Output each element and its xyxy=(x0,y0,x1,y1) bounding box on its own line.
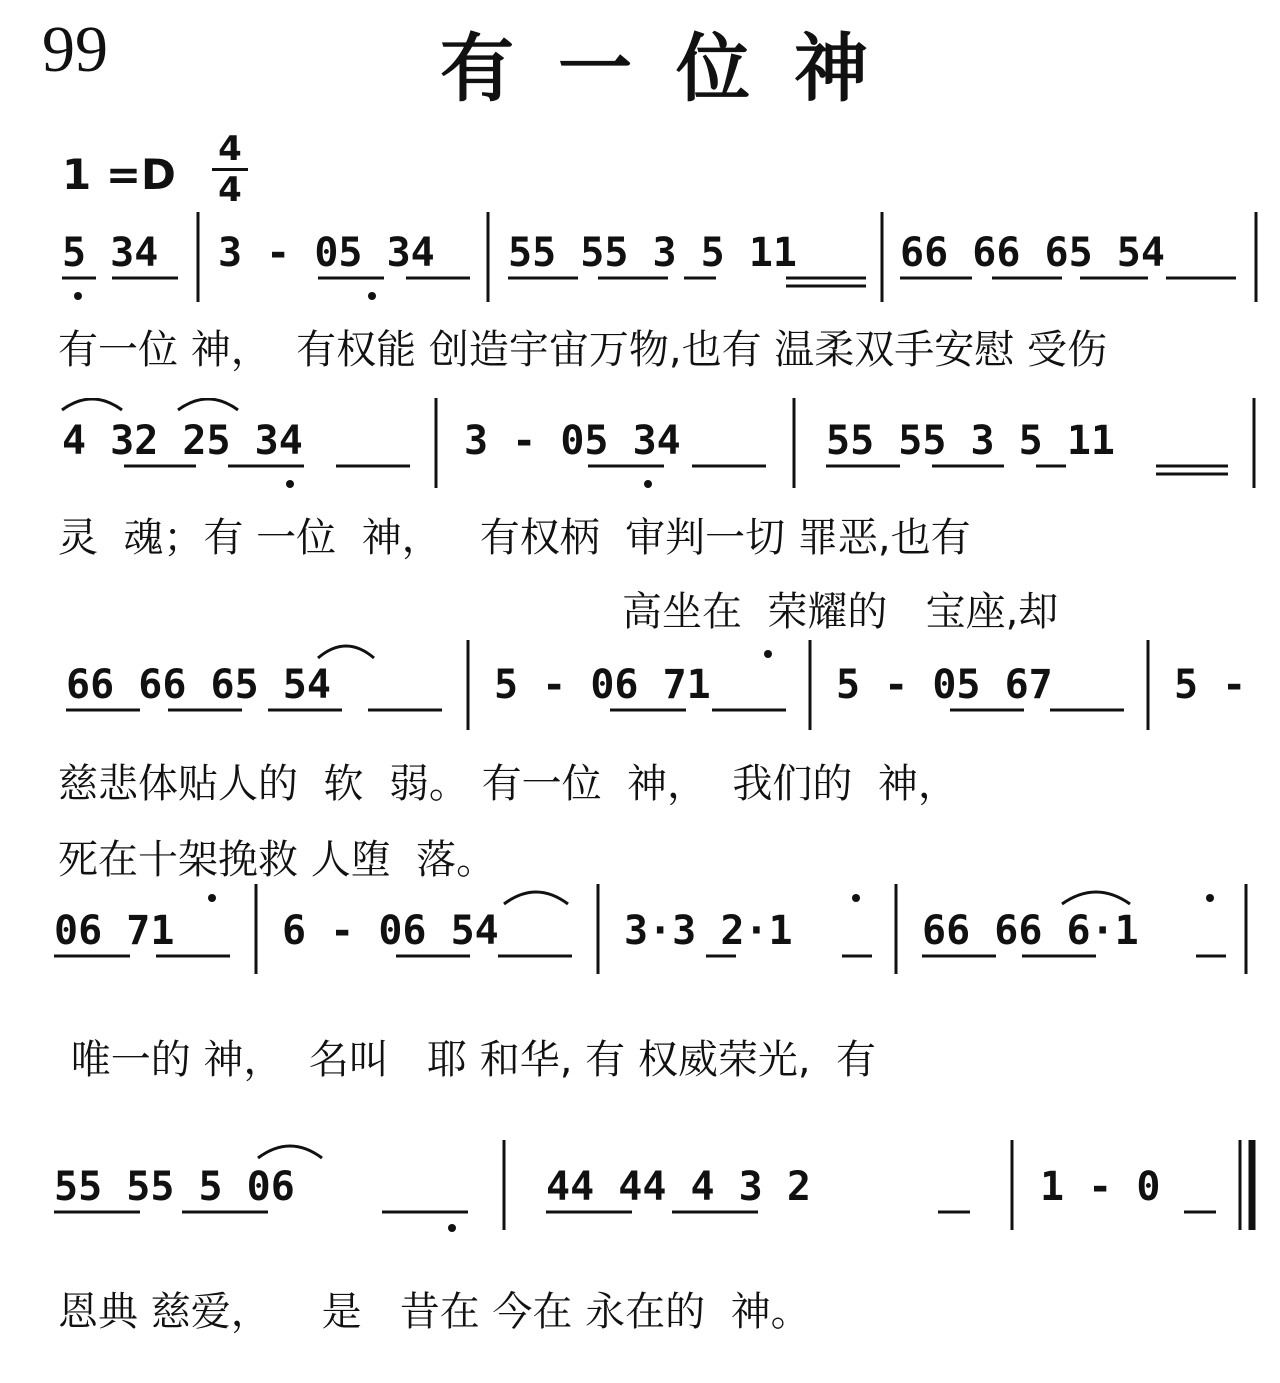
notes-measure: 5 - 05 67 xyxy=(836,662,1053,708)
notes-measure: 55 55 3 5 11 xyxy=(508,230,797,276)
time-denominator: 4 xyxy=(218,170,242,210)
notes-measure: 66 66 6·1 xyxy=(922,908,1139,954)
lyric-line: 恩典 慈爱， 是 昔在 今在 永在的 神。 xyxy=(58,1289,811,1335)
key-signature: 1 =D xyxy=(62,150,176,199)
lyric-line: 高坐在 荣耀的 宝座,却 xyxy=(622,589,1059,635)
lyric-line: 有一位 神， 有权能 创造宇宙万物,也有 温柔双手安慰 受伤 xyxy=(58,327,1108,373)
notes-measure: 06 71 xyxy=(54,908,175,954)
notes-measure: 44 44 4 3 2 xyxy=(546,1164,811,1210)
system-3-notes xyxy=(0,640,1280,740)
notes-measure: 55 55 5 06 xyxy=(54,1164,295,1210)
system-2-notes xyxy=(0,398,1280,498)
notes-measure: 66 66 65 54 xyxy=(66,662,331,708)
system-1-notes xyxy=(0,212,1280,312)
notes-measure: 66 66 65 54 xyxy=(900,230,1165,276)
music-system-4 xyxy=(0,884,1280,984)
music-system-1 xyxy=(0,212,1280,312)
notes-measure: 55 55 3 5 11 xyxy=(826,418,1115,464)
hymn-title: 有一位神 xyxy=(440,26,912,112)
notes-measure: 4 32 25 34 xyxy=(62,418,303,464)
notes-measure: 6 - 06 54 xyxy=(282,908,499,954)
system-5-notes xyxy=(0,1140,1280,1240)
lyric-line: 慈悲体贴人的 软 弱。 有一位 神， 我们的 神， xyxy=(58,761,958,807)
lyric-line: 死在十架挽救 人堕 落。 xyxy=(58,837,497,883)
music-system-3 xyxy=(0,640,1280,740)
notes-measure: 5 34 xyxy=(62,230,159,276)
notes-measure: 3·3 2·1 xyxy=(624,908,793,954)
time-numerator: 4 xyxy=(218,129,242,169)
notes-measure: 5 - xyxy=(1174,662,1247,708)
lyric-line: 唯一的 神， 名叫 耶 和华, 有 权威荣光, 有 xyxy=(58,1037,877,1083)
notes-measure: 1 - 0 xyxy=(1040,1164,1161,1210)
lyric-line: 灵 魂；有 一位 神， 有权柄 审判一切 罪恶,也有 xyxy=(58,515,971,561)
notes-measure: 3 - 05 34 xyxy=(218,230,435,276)
music-system-5 xyxy=(0,1140,1280,1240)
notes-measure: 5 - 06 71 xyxy=(494,662,711,708)
hymn-number: 99 xyxy=(42,13,108,86)
system-4-notes xyxy=(0,884,1280,984)
music-system-2 xyxy=(0,398,1280,498)
notes-measure: 3 - 05 34 xyxy=(464,418,681,464)
time-signature xyxy=(212,129,248,210)
